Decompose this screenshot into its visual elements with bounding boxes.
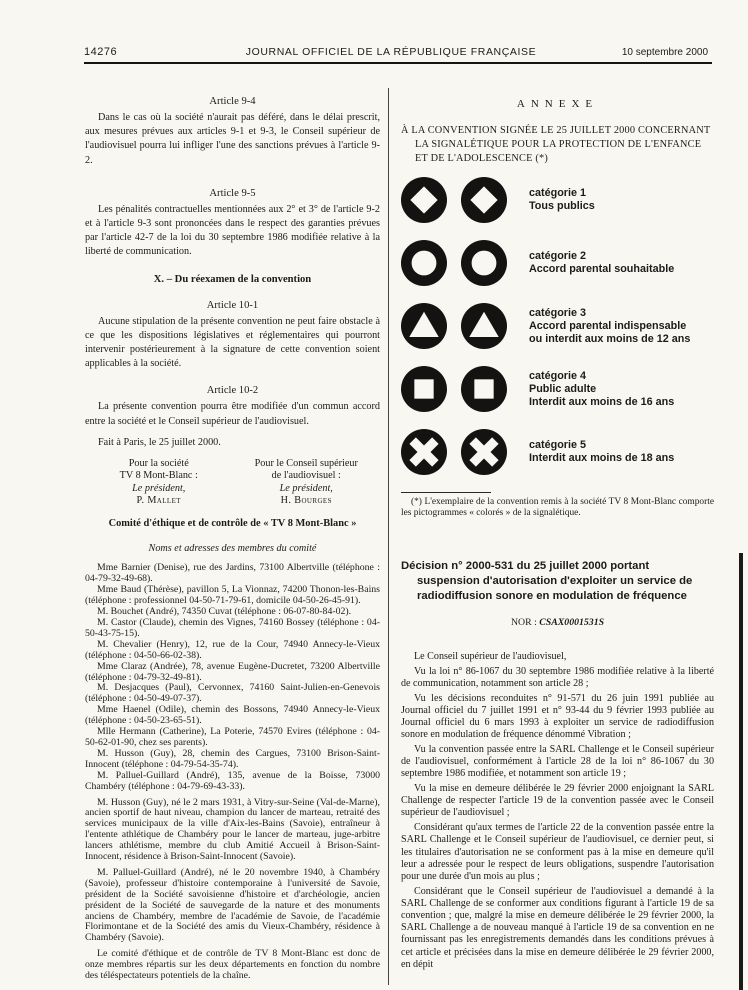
category-title: catégorie 3	[529, 306, 587, 319]
cross-pictogram-icon	[461, 429, 507, 475]
category-desc: Public adulte	[529, 382, 597, 395]
signature-society-line1: Pour la société	[128, 457, 189, 469]
nor-line	[401, 617, 714, 629]
page-number: 14276	[84, 46, 118, 58]
member-entry: Mme Baud (Thérèse), pavillon 5, La Vionnaz, 74200 Thonon-les-Bains (téléphone : professionnel 04-50-71-79-61, domicile 04-50-26-45-91).	[85, 584, 380, 607]
committee-summary: Le comité d'éthique et de contrôle de TV 8 Mont-Blanc est donc de onze membres répartis sur les deux départements en fonction du nombre des téléspectateurs potentiels de la chaîne.	[85, 948, 380, 982]
member-entry: M. Palluel-Guillard (André), 135, avenue de la Boisse, 73000 Chambéry (téléphone : 04-79-69-43-33).	[85, 769, 380, 792]
signature-csa-line2: de l'audiovisuel :	[271, 470, 341, 482]
column-divider	[388, 88, 389, 985]
category-5-row	[401, 429, 714, 475]
category-4-label	[529, 370, 674, 409]
decision-paragraph: Considérant que le Conseil supérieur de l'audiovisuel a demandé à la SARL Challenge de se conformer aux conditions figurant à l'article 19 de sa convention ; que, malgré la mise en demeure délibérée le 29 février 2000, la SARL Challenge a de nouveau manqué à l'article 19 de sa convention en ne fournissant pas les enregistrements demandés dans les conditions prévues à cet article et précisées dans la mise en demeure délibérée le 29 février 2000, en dépit	[401, 885, 714, 970]
member-entry: M. Bouchet (André), 74350 Cuvat (téléphone : 06-07-80-84-02).	[97, 606, 352, 618]
journal-title: JOURNAL OFFICIEL DE LA RÉPUBLIQUE FRANÇAISE	[245, 46, 537, 58]
page-header	[84, 46, 708, 58]
category-2-label	[529, 250, 674, 276]
member-entry: Mme Barnier (Denise), rue des Jardins, 73100 Albertville (téléphone : 04-79-32-49-68).	[85, 562, 380, 585]
ring-pictogram-icon	[461, 240, 507, 286]
committee-heading: Comité d'éthique et de contrôle de « TV 8 Mont-Blanc »	[108, 518, 357, 530]
decision-body	[401, 651, 714, 971]
footnote: (*) L'exemplaire de la convention remis à la société TV 8 Mont-Blanc comporte les pictogrammes « colorés » de la signalétique.	[401, 497, 714, 518]
nor-label: NOR :	[510, 617, 537, 628]
category-title: catégorie 1	[529, 187, 587, 199]
decision-paragraph: Vu les décisions reconduites n° 91-571 du 26 juin 1991 publiée au Journal officiel du 7 juillet 1991 et n° 93-44 du 9 février 1993 publiée au Journal officiel du 6 mars 1993 à exploiter un service de radiodiffusion sonore en modulation de fréquence dénommé Vibration ;	[401, 692, 714, 741]
category-1-label	[529, 187, 595, 213]
signature-block	[85, 458, 380, 508]
category-desc: Interdit aux moins de 18 ans	[529, 452, 675, 464]
decision-paragraph: Vu la convention passée entre la SARL Challenge et le Conseil supérieur de l'audiovisuel, conformément à l'article 28 de la loi n° 86-1067 du 30 septembre 1986 modifiée, et notamment son article 19 ;	[401, 743, 714, 780]
ring-pictogram-icon	[401, 240, 447, 286]
annexe-heading: ANNEXE	[516, 98, 599, 110]
category-desc: Accord parental souhaitable	[529, 263, 675, 275]
signature-csa-line1: Pour le Conseil supérieur	[254, 457, 358, 469]
signature-society-name: P. Mallet	[136, 495, 181, 507]
decision-paragraph: Vu la mise en demeure délibérée le 29 février 2000 enjoignant la SARL Challenge de respecter l'article 19 de la convention passée avec le Conseil supérieur de l'audiovisuel ;	[401, 783, 714, 819]
category-desc: Accord parental indispensable	[529, 319, 687, 332]
signature-society-line2: TV 8 Mont-Blanc :	[119, 470, 198, 482]
member-entry: M. Husson (Guy), 28, chemin des Cargues, 73100 Brison-Saint-Innocent (téléphone : 04-79-54-35-74).	[85, 747, 380, 770]
article-9-5-heading: Article 9-5	[209, 187, 256, 199]
nor-value: CSAX0001531S	[539, 617, 605, 628]
category-desc: ou interdit aux moins de 12 ans	[529, 332, 691, 345]
member-entry: Mlle Hermann (Catherine), La Poterie, 74570 Evires (téléphone : 04-50-62-01-90, chez ses parents).	[85, 726, 380, 748]
article-10-1-heading: Article 10-1	[206, 299, 259, 311]
member-entry: M. Desjacques (Paul), Cervonnex, 74160 Saint-Julien-en-Genevois (téléphone : 04-50-49-07-37).	[85, 682, 380, 705]
decision-paragraph: Le Conseil supérieur de l'audiovisuel,	[414, 651, 567, 662]
member-entry: M. Castor (Claude), chemin des Vignes, 74160 Bossey (téléphone : 04-50-43-75-15).	[85, 617, 380, 639]
category-title: catégorie 2	[529, 250, 587, 262]
cross-pictogram-icon	[401, 429, 447, 475]
category-2-row	[401, 240, 714, 286]
signature-csa-role: Le président,	[279, 482, 333, 494]
article-10-1-body: Aucune stipulation de la présente convention ne peut faire obstacle à ce que les dispositions législatives et réglementaires qui pourront intervenir postérieurement à la signature de cette convention soient applicables à la société.	[85, 315, 380, 370]
article-9-4-body: Dans le cas où la société n'aurait pas déféré, dans le délai prescrit, aux mesures prévues aux articles 9-1 et 9-3, le Conseil supérieur de l'audiovisuel pourra lui infliger l'une des sanctions prévues à l'article 9-2.	[85, 112, 380, 166]
member-bio-husson: M. Husson (Guy), né le 2 mars 1931, à Vitry-sur-Seine (Val-de-Marne), ancien sportif de haut niveau, champion du lancer de marteau, retraité des services municipaux de la ville d'Aix-les-Bains (Savoie), entraîneur à l'entente athlétique de Chambéry pour le lancer de marteau, juge-arbitre lancers athlétisme, membre du club Amitié Accueil à Brison-Saint-Innocent, résidence à Brison-Saint-Innocent (Savoie).	[85, 796, 380, 863]
category-3-label	[529, 307, 690, 346]
footnote-rule	[401, 492, 491, 493]
section-x-heading: X. – Du réexamen de la convention	[153, 273, 312, 285]
category-desc: Interdit aux moins de 16 ans	[529, 395, 675, 408]
annexe-title: À LA CONVENTION SIGNÉE LE 25 JUILLET 2000 CONCERNANT LA SIGNALÉTIQUE POUR LA PROTECTION DE L'ENFANCE ET DE L'ADOLESCENCE (*)	[401, 125, 711, 164]
issue-date: 10 septembre 2000	[621, 47, 708, 58]
article-9-5-body: Les pénalités contractuelles mentionnées aux 2° et 3° de l'article 9-2 et à l'article 9-3 sont prononcées dans le respect des garanties prévues par l'article 42-7 de la loi du 30 septembre 1986 modifiée relative à la liberté de communication.	[85, 203, 380, 258]
category-1-row	[401, 177, 714, 223]
decision-heading: Décision n° 2000-531 du 25 juillet 2000 portant suspension d'autorisation d'exploiter un service de radiodiffusion sonore en modulation de fréquence	[401, 560, 693, 602]
left-column	[85, 88, 380, 982]
signature-csa	[233, 458, 381, 508]
decision-paragraph: Considérant qu'aux termes de l'article 22 de la convention passée entre la SARL Challenge et le Conseil supérieur de l'audiovisuel, ce dernier peut, si les titulaires d'autorisation ne se conforment pas à la mise en demeure qu'il leur a adressée pour le respect de leurs obligations, suspendre l'autorisation pour une durée d'un mois au plus ;	[401, 822, 714, 882]
square-pictogram-icon	[461, 366, 507, 412]
signature-society-role: Le président,	[132, 482, 186, 494]
signature-society	[85, 458, 233, 508]
triangle-pictogram-icon	[401, 303, 447, 349]
category-desc: Tous publics	[529, 200, 595, 212]
signature-date-line: Fait à Paris, le 25 juillet 2000.	[98, 436, 221, 448]
square-pictogram-icon	[401, 366, 447, 412]
diamond-pictogram-icon	[401, 177, 447, 223]
category-title: catégorie 5	[529, 439, 587, 451]
scan-edge-artifact	[739, 553, 743, 990]
committee-member-list	[85, 563, 380, 982]
triangle-pictogram-icon	[461, 303, 507, 349]
article-10-2-heading: Article 10-2	[206, 385, 259, 397]
article-10-2-body: La présente convention pourra être modifiée d'un commun accord entre la société et le Conseil supérieur de l'audiovisuel.	[85, 401, 380, 427]
committee-subheading: Noms et adresses des membres du comité	[148, 543, 317, 555]
right-column	[401, 88, 714, 971]
category-5-label	[529, 439, 674, 465]
member-entry: Mme Haenel (Odile), chemin des Bossons, 74940 Annecy-le-Vieux (téléphone : 04-50-23-65-51).	[85, 704, 380, 727]
header-rule	[84, 62, 712, 64]
member-bio-palluel-guillard: M. Palluel-Guillard (André), né le 20 novembre 1940, à Chambéry (Savoie), professeur d'histoire contemporaine à l'université de Savoie, président de la Société savoisienne d'histoire et d'archéologie, ancien président de la Société de sauvegarde de la nature et des monuments anciens de Chambéry, membre de l'académie de Savoie, de l'académie Florimontane et de la Société des amis du Vieux-Chambéry, résidence à Chambéry (Savoie).	[85, 866, 380, 944]
signaletique-pictograms	[401, 177, 714, 475]
category-4-row	[401, 366, 714, 412]
category-3-row	[401, 303, 714, 349]
member-entry: Mme Claraz (Andrée), 78, avenue Eugène-Ducretet, 73200 Albertville (téléphone : 04-79-32-49-81).	[85, 660, 380, 683]
diamond-pictogram-icon	[461, 177, 507, 223]
signature-csa-name: H. Bourges	[280, 495, 332, 507]
article-9-4-heading: Article 9-4	[209, 96, 256, 107]
decision-paragraph: Vu la loi n° 86-1067 du 30 septembre 1986 modifiée relative à la liberté de communication, notamment son article 28 ;	[401, 665, 714, 689]
member-entry: M. Chevalier (Henry), 12, rue de la Cour, 74940 Annecy-le-Vieux (téléphone : 04-50-66-02-38).	[85, 638, 380, 661]
category-title: catégorie 4	[529, 369, 587, 382]
